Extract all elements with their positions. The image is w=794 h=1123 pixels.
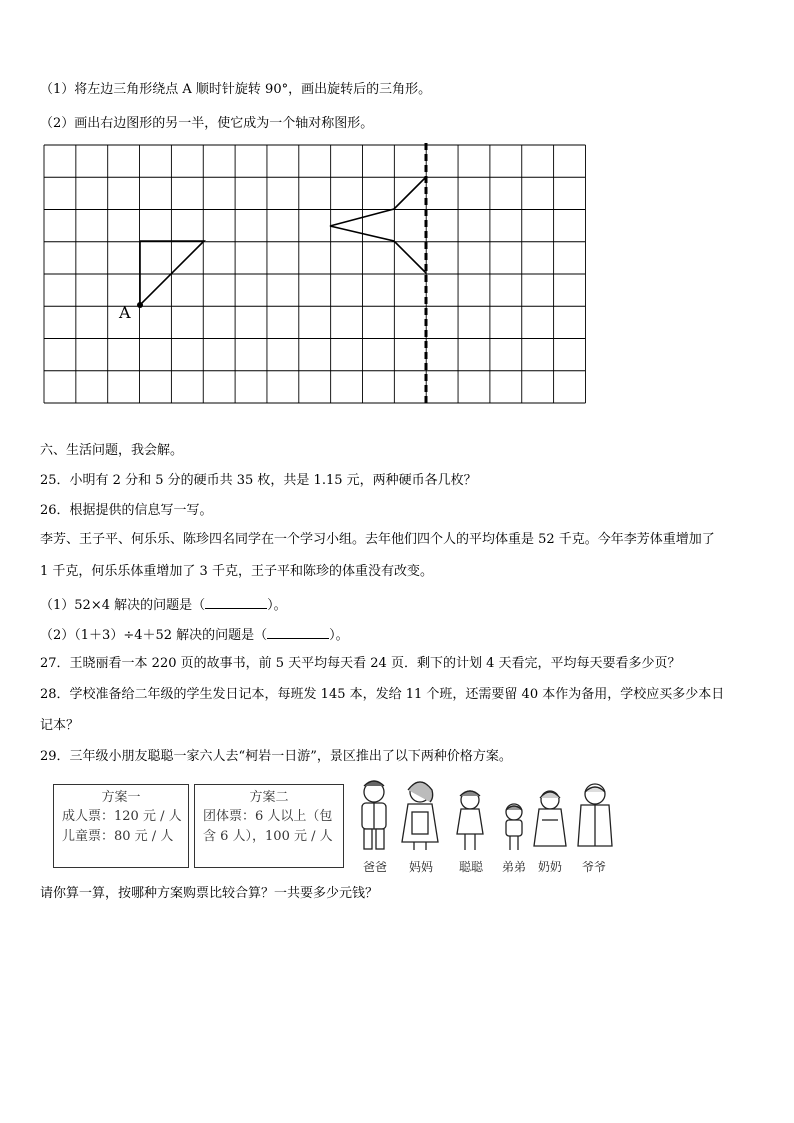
grid-figure (0, 0, 794, 420)
point-a (137, 302, 143, 308)
label-brother: 弟弟 (502, 860, 527, 874)
q1-text: （1）52×4 解决的问题是（ (40, 598, 206, 613)
grandpa-figure (578, 784, 612, 846)
plan-2-title: 方案二 (249, 790, 289, 805)
problem-29-question: 请你算一算，按哪种方案购票比较合算？一共要多少元钱？ (40, 886, 379, 901)
problem-26-info-2: 1 千克，何乐乐体重增加了 3 千克，王子平和陈珍的体重没有改变。 (40, 564, 433, 579)
grandma-figure (534, 791, 566, 846)
label-grandpa: 爷爷 (582, 860, 607, 874)
plan-2-box (194, 784, 344, 868)
problem-27: 27．王晓丽看一本 220 页的故事书，前 5 天平均每天看 24 页．剩下的计划 4 天看完，平均每天要看多少页？ (40, 656, 681, 671)
problem-26-q1 (40, 596, 287, 614)
dad-figure (362, 781, 386, 849)
q2-text: （2）（1＋3）÷4＋52 解决的问题是（ (40, 628, 268, 643)
plan-2-group-line-2: 含 6 人），100 元 / 人 (203, 829, 333, 844)
label-grandma: 奶奶 (538, 860, 563, 874)
plan-1-child-price: 儿童票：80 元 / 人 (62, 829, 174, 844)
problem-26: 26．根据提供的信息写一写。 (40, 503, 213, 518)
answer-blank-2[interactable] (267, 626, 329, 639)
family-illustration (350, 776, 620, 856)
section-heading: 六、生活问题，我会解。 (40, 443, 184, 458)
q1-end: ）。 (267, 598, 287, 613)
label-congcong: 聪聪 (459, 860, 484, 874)
instruction-rotate: （1）将左边三角形绕点 A 顺时针旋转 90°，画出旋转后的三角形。 (40, 82, 432, 97)
problem-26-info-1: 李芳、王子平、何乐乐、陈珍四名同学在一个学习小组。去年他们四个人的平均体重是 52 千克。今年李芳体重增加了 (40, 532, 715, 547)
brother-figure (506, 804, 522, 850)
label-mom: 妈妈 (409, 860, 434, 874)
instruction-symmetry: （2）画出右边图形的另一半，使它成为一个轴对称图形。 (40, 116, 374, 131)
problem-25: 25．小明有 2 分和 5 分的硬币共 35 枚，共是 1.15 元，两种硬币各几枚？ (40, 473, 477, 488)
plan-1-title: 方案一 (101, 790, 141, 805)
problem-28-line-1: 28．学校准备给二年级的学生发日记本，每班发 145 本，发给 11 个班，还需要留 40 本作为备用，学校应买多少本日 (40, 687, 725, 702)
problem-29: 29．三年级小朋友聪聪一家六人去“柯岩一日游”，景区推出了以下两种价格方案。 (40, 749, 512, 764)
half-shape (330, 177, 426, 273)
q2-end: ）。 (329, 628, 349, 643)
problem-28-line-2: 记本？ (40, 718, 80, 733)
answer-blank-1[interactable] (205, 596, 267, 609)
problem-26-q2 (40, 626, 349, 644)
plan-1-box (53, 784, 189, 868)
left-triangle (140, 241, 204, 305)
plan-2-group-line-1: 团体票：6 人以上（包 (203, 809, 333, 824)
point-a-label: A (119, 303, 131, 322)
label-dad: 爸爸 (363, 860, 388, 874)
congcong-figure (457, 791, 483, 850)
mom-figure (402, 782, 438, 850)
plan-1-adult-price: 成人票：120 元 / 人 (62, 809, 182, 824)
